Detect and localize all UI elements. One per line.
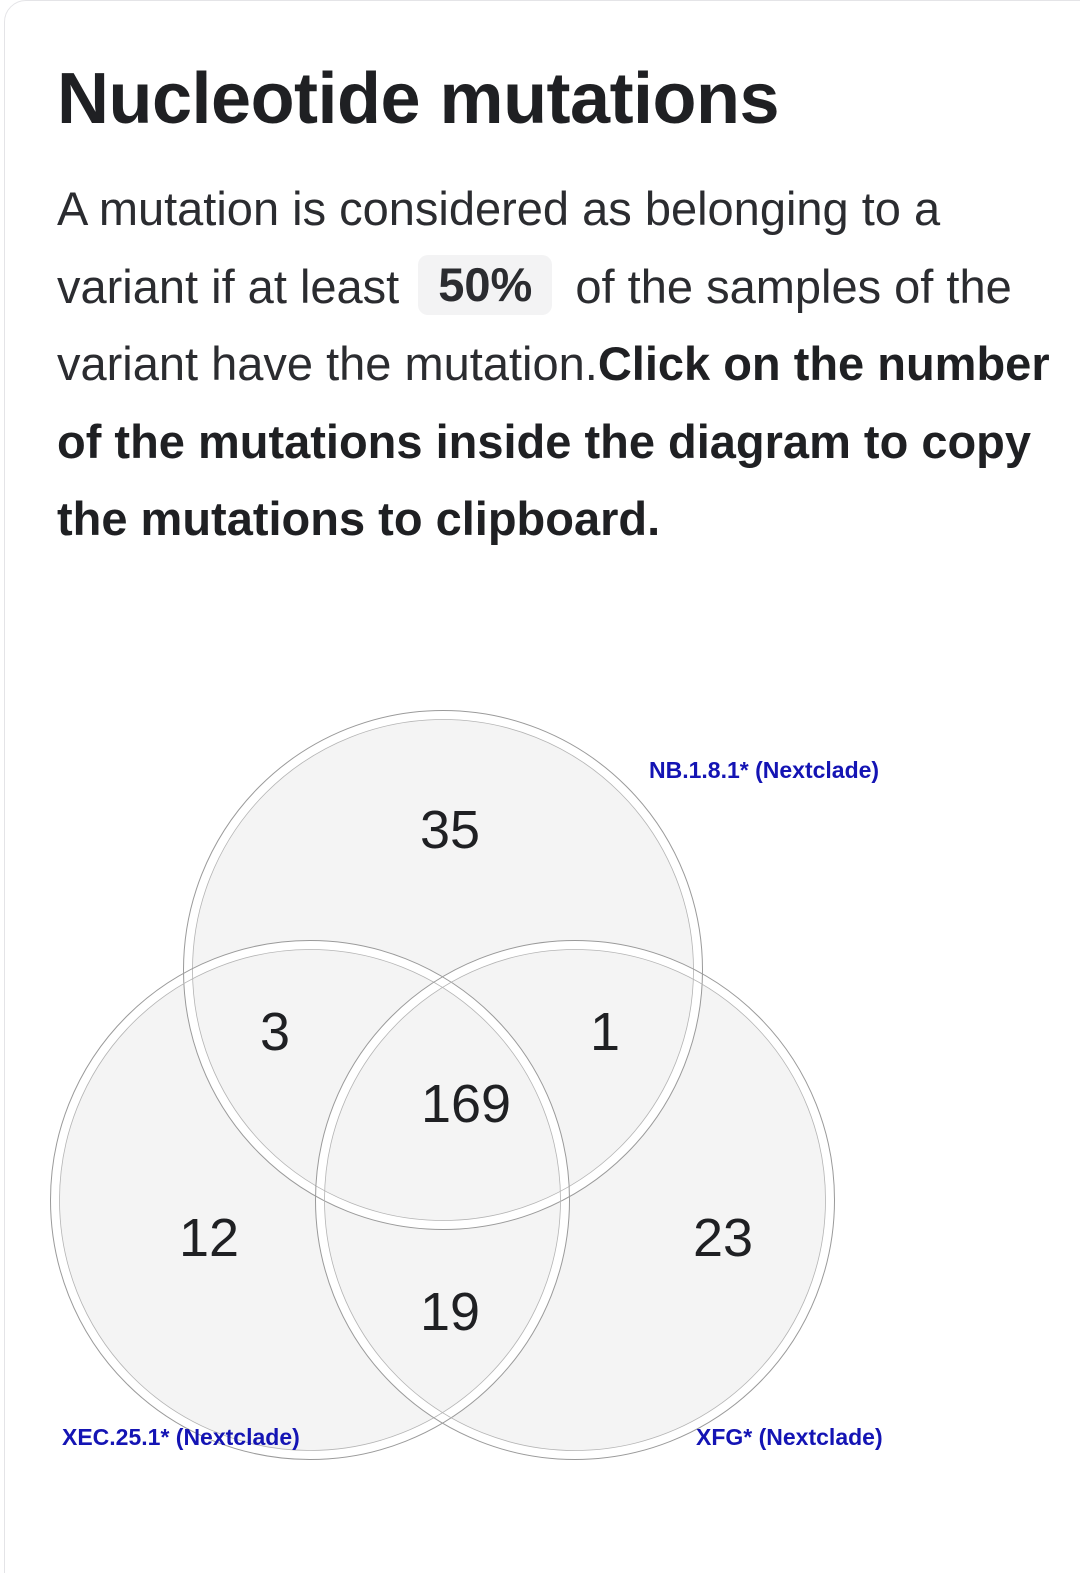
page-title: Nucleotide mutations xyxy=(57,59,780,139)
description-instruction: Click on the number of the mutations inside the diagram to copy the mutations to clipboard. xyxy=(57,337,1050,545)
region-xfg-only-count[interactable]: 23 xyxy=(692,1208,754,1268)
set-label-xfg: XFG* (Nextclade) xyxy=(696,1424,883,1450)
region-all-three-count[interactable]: 169 xyxy=(420,1074,512,1134)
region-nb-xec-count[interactable]: 3 xyxy=(259,1002,291,1062)
description-text-before: A mutation is considered as belonging to a variant if at least xyxy=(57,182,941,313)
region-nb-only-count[interactable]: 35 xyxy=(419,800,481,860)
region-nb-xfg-count[interactable]: 1 xyxy=(589,1002,621,1062)
description-text-after: of the samples of the variant have the mutation. xyxy=(57,259,1012,390)
region-xec-xfg-count[interactable]: 19 xyxy=(419,1282,481,1342)
threshold-input[interactable]: 50% xyxy=(418,255,552,315)
region-xec-only-count[interactable]: 12 xyxy=(178,1208,240,1268)
set-label-xec: XEC.25.1* (Nextclade) xyxy=(62,1424,300,1450)
set-label-nb: NB.1.8.1* (Nextclade) xyxy=(649,757,880,783)
